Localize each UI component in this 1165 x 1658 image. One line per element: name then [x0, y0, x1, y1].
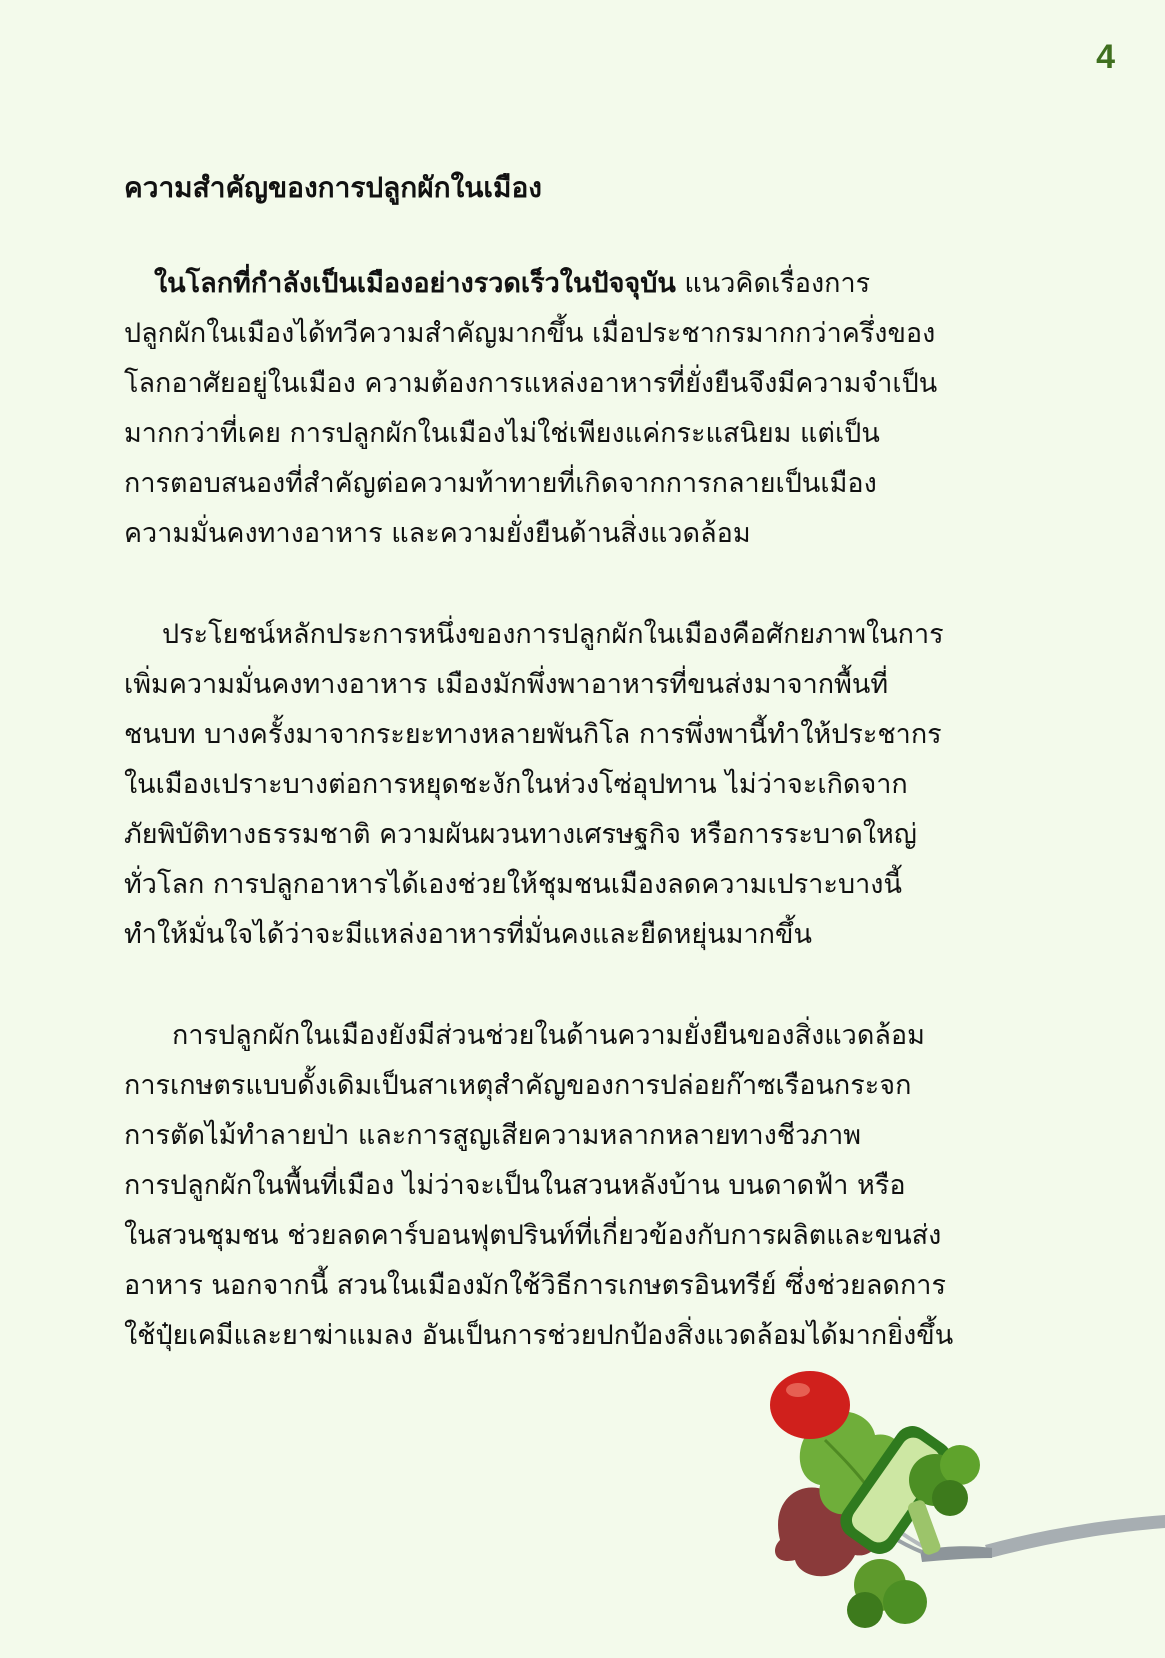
- paragraph-1-line-4: มากกว่าที่เคย การปลูกผักในเมืองไม่ใช่เพียงแค่กระแสนิยม แต่เป็น: [124, 418, 880, 449]
- paragraph-3-line-7: ใช้ปุ๋ยเคมีและยาฆ่าแมลง อันเป็นการช่วยปกป้องสิ่งแวดล้อมได้มากยิ่งขึ้น: [124, 1320, 954, 1351]
- paragraph-1-line-2: ปลูกผักในเมืองได้ทวีความสำคัญมากขึ้น เมื่อประชากรมากกว่าครึ่งของ: [124, 318, 936, 349]
- paragraph-2-line-5: ภัยพิบัติทางธรรมชาติ ความผันผวนทางเศรษฐกิจ หรือการระบาดใหญ่: [124, 819, 917, 850]
- fork-with-vegetables-icon: [770, 1370, 1165, 1654]
- paragraph-3-line-1: การปลูกผักในเมืองยังมีส่วนช่วยในด้านความยั่งยืนของสิ่งแวดล้อม: [172, 1020, 925, 1051]
- broccoli-floret-2: [940, 1445, 980, 1485]
- tomato-highlight: [786, 1383, 810, 1397]
- paragraph-1-line-5: การตอบสนองที่สำคัญต่อความท้าทายที่เกิดจากการกลายเป็นเมือง: [124, 468, 877, 499]
- paragraph-2-line-2: เพิ่มความมั่นคงทางอาหาร เมืองมักพึ่งพาอาหารที่ขนส่งมาจากพื้นที่: [124, 669, 889, 700]
- paragraph-3-line-2: การเกษตรแบบดั้งเดิมเป็นสาเหตุสำคัญของการปล่อยก๊าซเรือนกระจก: [124, 1070, 912, 1101]
- paragraph-1-line-1-rest: แนวคิดเรื่องการ: [675, 268, 871, 299]
- paragraph-3-line-4: การปลูกผักในพื้นที่เมือง ไม่ว่าจะเป็นในสวนหลังบ้าน บนดาดฟ้า หรือ: [124, 1170, 906, 1201]
- paragraph-3-line-6: อาหาร นอกจากนี้ สวนในเมืองมักใช้วิธีการเกษตรอินทรีย์ ซึ่งช่วยลดการ: [124, 1270, 946, 1301]
- paragraph-3-line-3: การตัดไม้ทำลายป่า และการสูญเสียความหลากหลายทางชีวภาพ: [124, 1120, 862, 1151]
- tomato: [770, 1371, 850, 1439]
- paragraph-2-line-7: ทำให้มั่นใจได้ว่าจะมีแหล่งอาหารที่มั่นคงและยืดหยุ่นมากขึ้น: [124, 919, 812, 950]
- broccoli-floret-3: [932, 1480, 968, 1516]
- page-number: 4: [1096, 38, 1115, 76]
- paragraph-1: [124, 259, 1044, 559]
- paragraph-2-line-1: ประโยชน์หลักประการหนึ่งของการปลูกผักในเมืองคือศักยภาพในการ: [162, 619, 944, 650]
- paragraph-2-line-6: ทั่วโลก การปลูกอาหารได้เองช่วยให้ชุมชนเมืองลดความเปราะบางนี้: [124, 869, 902, 900]
- paragraph-2: [124, 610, 1044, 960]
- paragraph-1-lead: ในโลกที่กำลังเป็นเมืองอย่างรวดเร็วในปัจจุบัน: [154, 268, 676, 299]
- broccoli-floret-6: [847, 1592, 883, 1628]
- paragraph-1-line-1: [124, 259, 1044, 309]
- paragraph-2-line-3: ชนบท บางครั้งมาจากระยะทางหลายพันกิโล การพึ่งพานี้ทำให้ประชากร: [124, 719, 942, 750]
- paragraph-3: [124, 1011, 1044, 1361]
- paragraph-2-line-4: ในเมืองเปราะบางต่อการหยุดชะงักในห่วงโซ่อุปทาน ไม่ว่าจะเกิดจาก: [124, 769, 908, 800]
- paragraph-1-line-3: โลกอาศัยอยู่ในเมือง ความต้องการแหล่งอาหารที่ยั่งยืนจึงมีความจำเป็น: [124, 368, 938, 399]
- fork-handle: [985, 1515, 1165, 1558]
- paragraph-3-line-5: ในสวนชุมชน ช่วยลดคาร์บอนฟุตปรินท์ที่เกี่ยวข้องกับการผลิตและขนส่ง: [124, 1220, 942, 1251]
- paragraph-1-line-6: ความมั่นคงทางอาหาร และความยั่งยืนด้านสิ่งแวดล้อม: [124, 518, 751, 549]
- broccoli-floret-5: [883, 1580, 927, 1624]
- article: [124, 163, 1044, 1412]
- article-heading: ความสำคัญของการปลูกผักในเมือง: [124, 171, 542, 204]
